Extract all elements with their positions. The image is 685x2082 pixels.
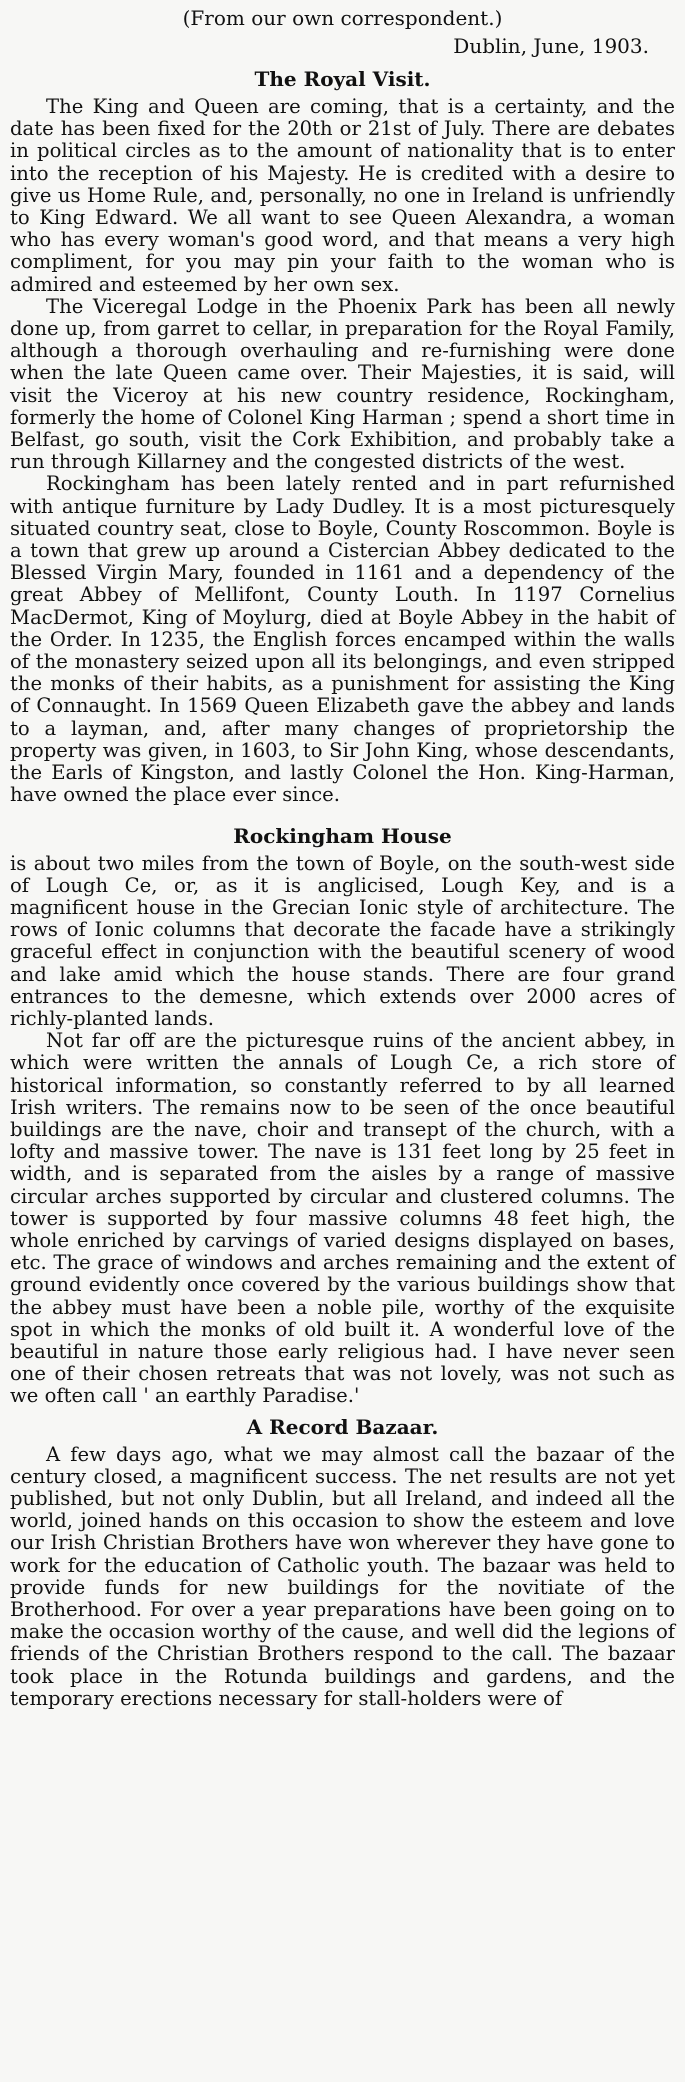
byline: (From our own correspondent.) (182, 6, 503, 30)
paragraph: is about two miles from the town of Boyle, on the south-west side of Lough Ce, or, as it is anglicised, Lough Key, and is a magnificent house in the Grecian Ionic style of architecture. The rows of Ionic columns that decorate the facade have a strikingly graceful effect in conjunction with the beautiful scenery of wood and lake amid which the house stands. There are four grand entrances to the demesne, which extends over 2000 acres of richly-planted lands. (10, 851, 675, 1030)
section-heading: A Record Bazaar. (246, 1414, 439, 1439)
paragraph: The Viceregal Lodge in the Phoenix Park has been all newly done up, from garret to cellar, in preparation for the Royal Family, although a thorough overhauling and re-furnishing were done when the late Queen came over. Their Majesties, it is said, will visit the Viceroy at his new country residence, Rockingham, formerly the home of Colonel King Harman ; spend a short time in Belfast, go south, visit the Cork Exhibition, and probably take a run through Killarney and the congested districts of the west. (10, 294, 675, 474)
section-royal-visit (10, 64, 675, 807)
section-heading: The Royal Visit. (254, 67, 431, 91)
section-record-bazaar (10, 1412, 675, 1710)
paragraph: The King and Queen are coming, that is a certainty, and the date has been fixed for the 20th or 21st of July. There are debates in political circles as to the amount of nationality that is to enter into the reception of his Majesty. He is credited with a desire to give us Home Rule, and, personally, no one in Ireland is unfriendly to King Edward. We all want to see Queen Alexandra, a woman who has every woman's good word, and that means a very high compliment, for you may pin your faith to the woman who is admired and esteemed by her own sex. (10, 95, 675, 296)
section-heading: Rockingham House (233, 823, 452, 848)
paragraph: Rockingham has been lately rented and in part refurnished with antique furniture by Lady Dudley. It is a most picturesquely situated country seat, close to Boyle, County Roscommon. Boyle is a town that grew up around a Cistercian Abbey dedicated to the Blessed Virgin Mary, founded in 1161 and a dependency of the great Abbey of Mellifont, County Louth. In 1197 Cornelius MacDermot, King of Moylurg, died at Boyle Abbey in the habit of the Order. In 1235, the English forces encamped within the walls of the monastery seized upon all its belongings, and even stripped the monks of their habits, as a punishment for assisting the King of Connaught. In 1569 Queen Elizabeth gave the abbey and lands to a layman, and, after many changes of proprietorship the property was given, in 1603, to Sir John King, whose descendants, the Earls of Kingston, and lastly Colonel the Hon. King-Harman, have owned the place ever since. (10, 472, 675, 807)
section-rockingham-house (10, 821, 675, 1408)
paragraph: Not far off are the picturesque ruins of the ancient abbey, in which were written the annals of Lough Ce, a rich store of historical information, so constantly referred to by all learned Irish writers. The remains now to be seen of the once beautiful buildings are the nave, choir and transept of the church, with a lofty and massive tower. The nave is 131 feet long by 25 feet in width, and is separated from the aisles by a range of massive circular arches supported by circular and clustered columns. The tower is supported by four massive columns 48 feet high, the whole enriched by carvings of varied designs displayed on bases, etc. The grace of windows and arches remaining and the extent of ground evidently once covered by the various buildings show that the abbey must have been a noble pile, worthy of the exquisite spot in which the monks of old built it. A wonderful love of the beautiful in nature those early religious had. I have never seen one of their chosen retreats that was not lovely, was not such as we often call ' an earthly Paradise.' (10, 1029, 675, 1408)
paragraph: A few days ago, what we may almost call the bazaar of the century closed, a magnificent success. The net results are not yet published, but not only Dublin, but all Ireland, and indeed all the world, joined hands on this occasion to show the esteem and love our Irish Christian Brothers have won wherever they have gone to work for the education of Catholic youth. The bazaar was held to provide funds for new buildings for the novitiate of the Brotherhood. For over a year preparations have been going on to make the occasion worthy of the cause, and well did the legions of friends of the Christian Brothers respond to the call. The bazaar took place in the Rotunda buildings and gardens, and the temporary erections necessary for stall-holders were of (10, 1442, 675, 1710)
dateline: Dublin, June, 1903. (453, 34, 649, 58)
